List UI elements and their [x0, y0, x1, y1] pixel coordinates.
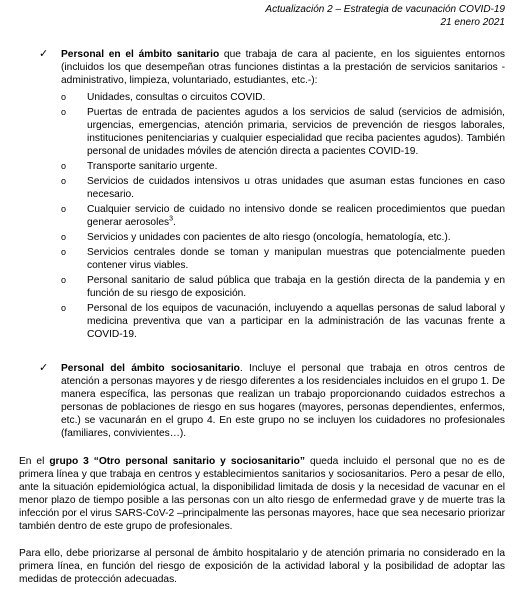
sanitario-subitems: [61, 91, 505, 341]
circle-bullet-icon: o: [61, 232, 67, 242]
header-date: 21 enero 2021: [440, 17, 505, 28]
item-sanitario-text: que trabaja de cara al paciente, en los siguientes entornos (incluidos los que desempeñan otras funciones distintas a la prestación de servicios sanitarios -administrativo, limpieza, voluntariado, estudiantes, etc.-):: [61, 49, 505, 86]
list-item: o Servicios de cuidados intensivos u otras unidades que asuman estas funciones en caso necesario.: [61, 176, 505, 200]
list-item: o Transporte sanitario urgente.: [61, 161, 218, 172]
item-sanitario-intro: [61, 48, 505, 87]
circle-bullet-icon: o: [61, 176, 67, 186]
item-sanitario: [39, 48, 505, 343]
list-item: o Cualquier servicio de cuidado no intensivo donde se realicen procedimientos que puedan generar aerosoles$^3$.: [61, 204, 505, 228]
circle-bullet-icon: o: [61, 303, 67, 313]
item-sociosanitario-title: Personal del ámbito sociosanitario: [61, 363, 240, 374]
grupo3-title: grupo 3 “Otro personal sanitario y sociosanitario”: [49, 456, 305, 467]
list-item: o Unidades, consultas o circuitos COVID.: [61, 92, 266, 103]
circle-bullet-icon: o: [61, 92, 67, 102]
item-sociosanitario-content: [61, 362, 505, 440]
circle-bullet-icon: o: [61, 161, 67, 171]
list-item: o Personal de los equipos de vacunación, incluyendo a aquellas personas de salud laboral y medicina preventiva que van a participar en la administración de las vacunas frente a COVID-19.: [61, 303, 505, 340]
list-item: o Puertas de entrada de pacientes agudos a los servicios de salud (servicios de admisión, urgencias, emergencias, atención primaria, servicios de prevención de riesgos laborales, instituciones penitenciarias y cualquier especialidad que reciba pacientes agudos). También personal de unidades móviles de atención directa a pacientes COVID-19.: [61, 107, 505, 157]
circle-bullet-icon: o: [61, 204, 67, 214]
checkmark-icon: ✓: [39, 48, 49, 60]
list-item: o Servicios y unidades con pacientes de alto riesgo (oncología, hematología, etc.).: [61, 232, 451, 243]
item-sanitario-content: [61, 48, 505, 341]
item-sociosanitario-text: . Incluye el personal que trabaja en otros centros de atención a personas mayores y de riesgo diferentes a los residenciales incluidos en el grupo 1. De manera específica, las personas que realizan un trabajo proporcionando cuidados estrechos a personas de poblaciones de riesgo en sus hogares (mayores, personas dependientes, enfermos, etc.) se vacunarán en el grupo 4. En este grupo no se incluyen los cuidadores no profesionales (familiares, convivientes…).: [61, 363, 505, 439]
list-item: o Servicios centrales donde se toman y manipulan muestras que potencialmente pueden contener virus viables.: [61, 247, 505, 271]
paragraph-priorizacion: Para ello, debe priorizarse al personal de ámbito hospitalario y de atención primaria no considerado en la primera línea, en función del riesgo de exposición de la actividad laboral y la posibilidad de adoptar las medidas de protección adecuadas.: [19, 548, 505, 585]
circle-bullet-icon: o: [61, 247, 67, 257]
item-sociosanitario: [39, 362, 505, 440]
footnote-reference[interactable]: 3: [169, 215, 174, 223]
list-item: o Personal sanitario de salud pública que trabaja en la gestión directa de la pandemia y en función de su riesgo de exposición.: [61, 275, 505, 299]
checkmark-icon: ✓: [39, 362, 49, 374]
paragraph-grupo3: En el grupo 3 “Otro personal sanitario y sociosanitario” queda incluido el personal que no es de primera línea y que trabaja en centros y establecimientos sanitarios y sociosanitarios. Pero a pesar de ello, ante la situación epidemiológica actual, la disponibilidad limitada de dosis y la necesidad de vacunar en el menor plazo de tiempo posible a las personas con un alto riesgo de enfermedad grave y de muerte tras la infección por el virus SARS-CoV-2 –principalmente las personas mayores, hace que sea necesario priorizar también dentro de este grupo de profesionales.: [19, 456, 505, 532]
circle-bullet-icon: o: [61, 107, 67, 117]
page-header: [265, 3, 505, 29]
header-title: Actualización 2 – Estrategia de vacunación COVID-19: [265, 4, 505, 15]
item-sanitario-title: Personal en el ámbito sanitario: [61, 49, 220, 60]
circle-bullet-icon: o: [61, 275, 67, 285]
